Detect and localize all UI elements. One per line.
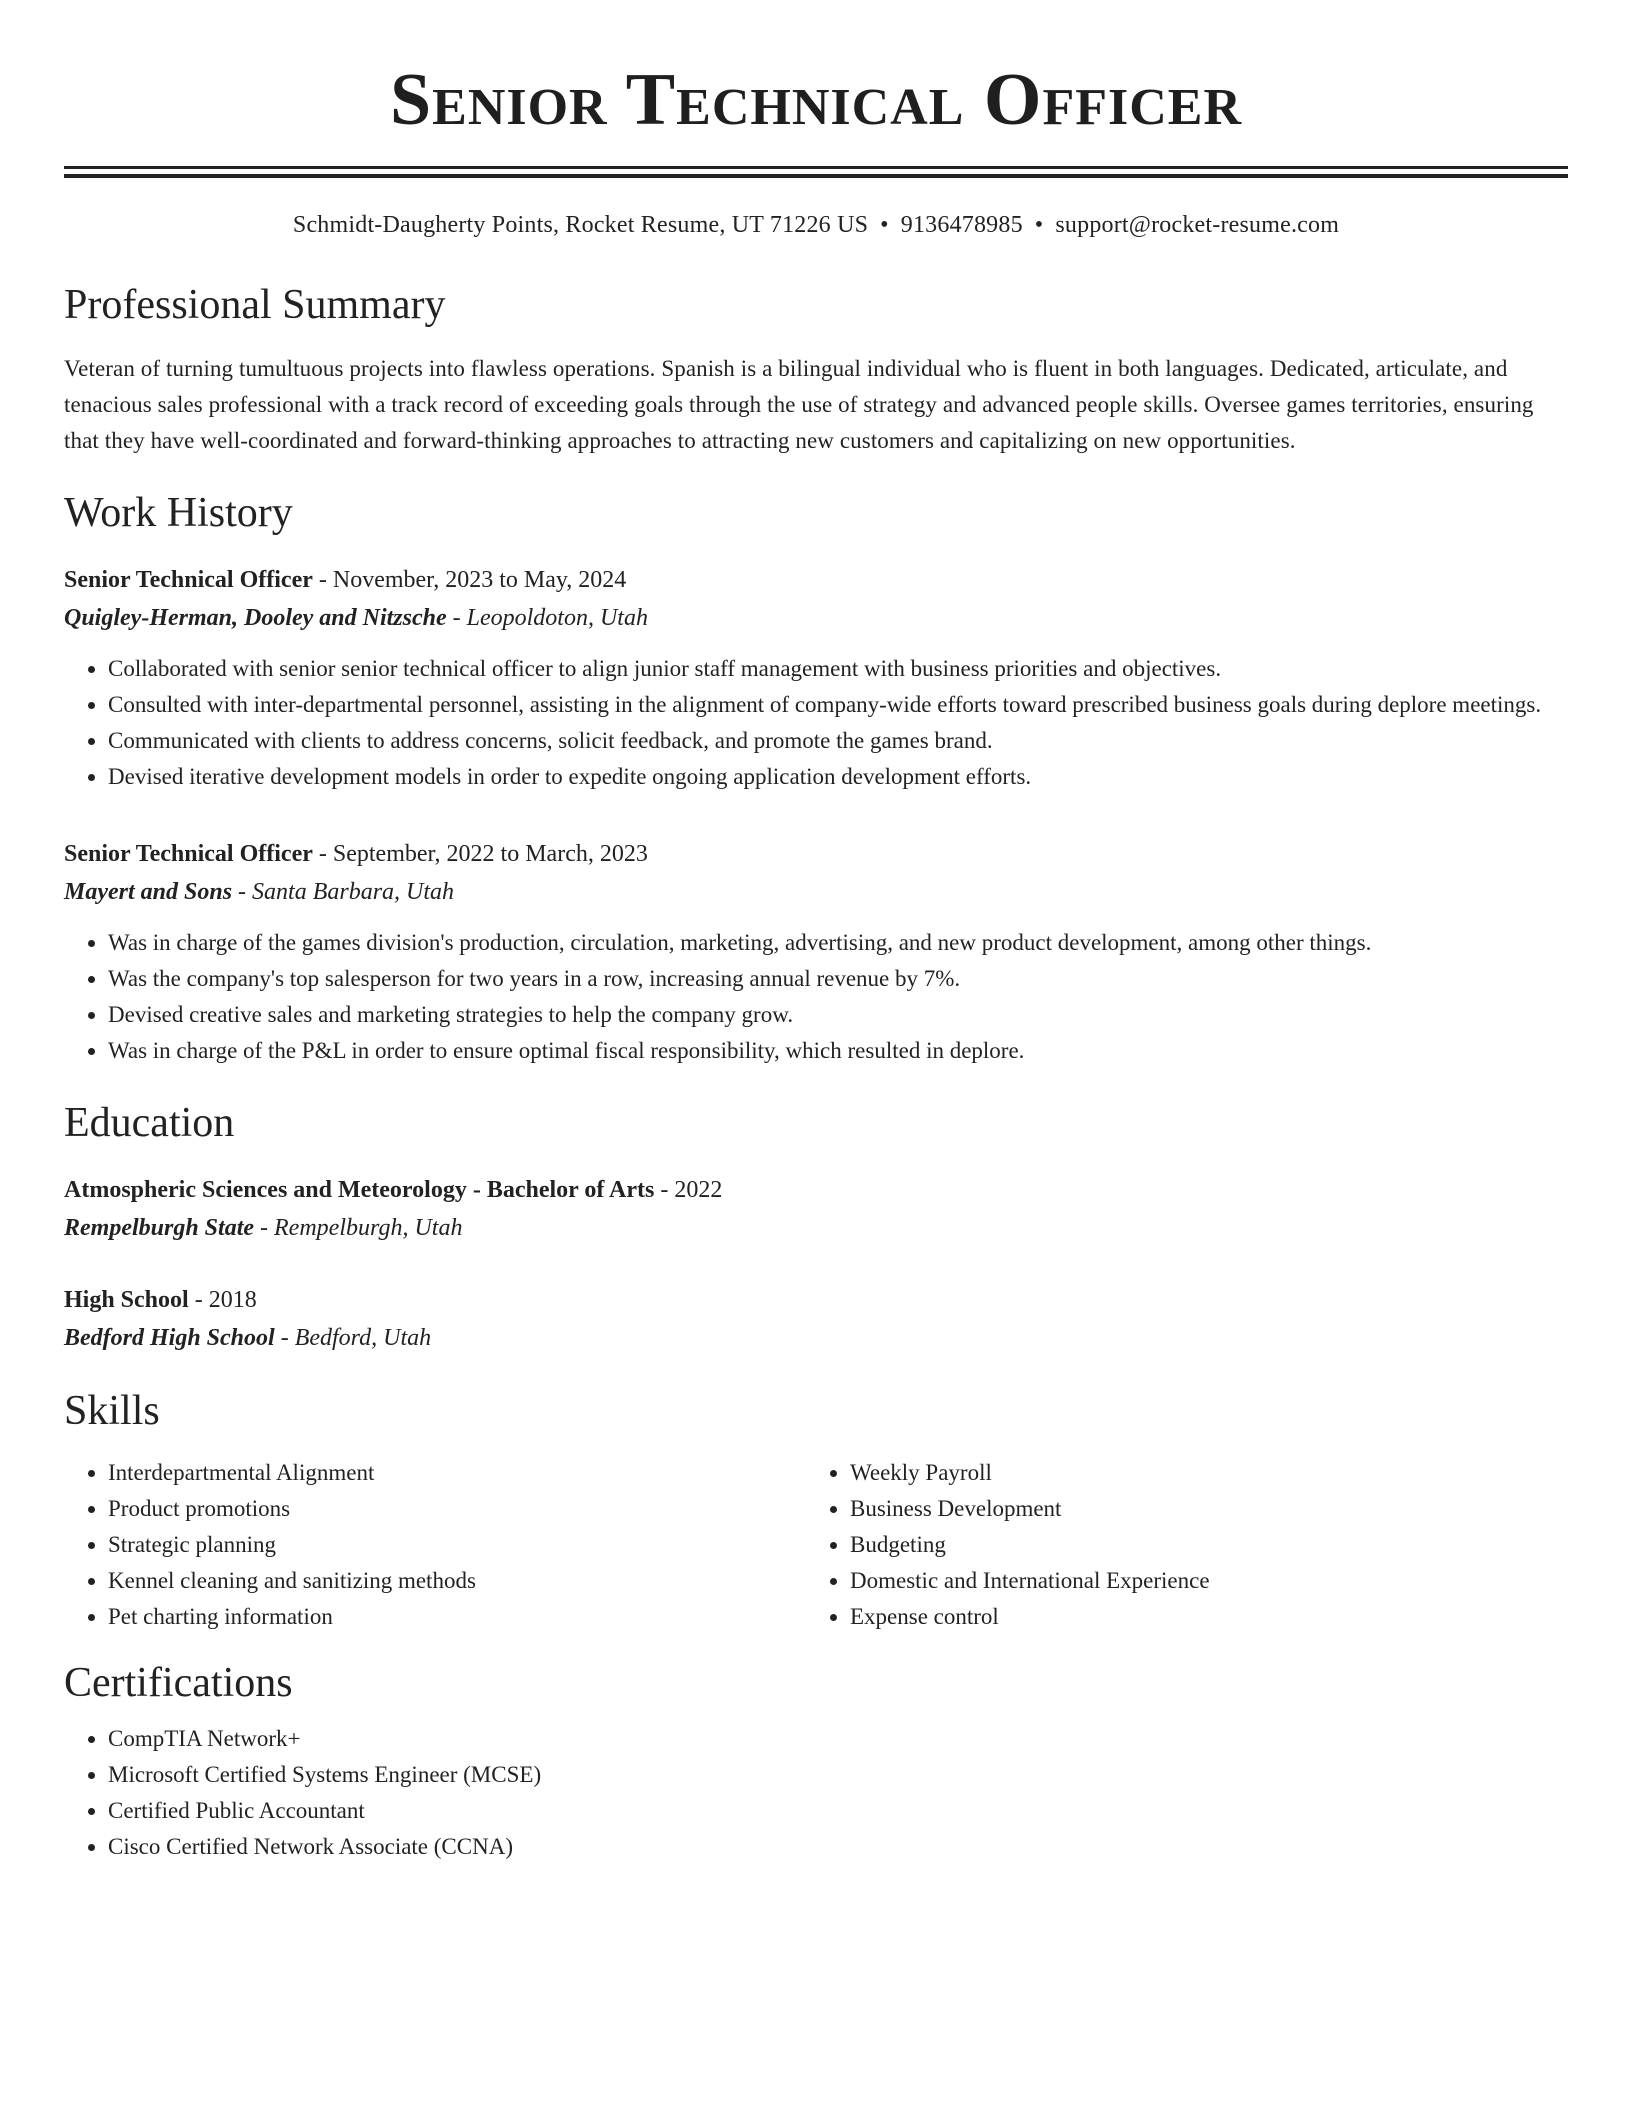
list-item: • Strategic planning [108,1527,806,1563]
job-title-line [64,561,1568,599]
list-item: • Consulted with inter-departmental personnel, assisting in the alignment of company-wide efforts toward prescribed business goals during deplore meetings. [108,687,1568,723]
job-company: Quigley-Herman, Dooley and Nitzsche [64,605,447,631]
job-bullets [64,925,1568,1069]
education-year: - 2022 [654,1177,723,1203]
list-item: • Certified Public Accountant [108,1793,1568,1829]
list-item: • Budgeting [850,1527,1548,1563]
education-entry [64,1281,1568,1357]
list-item: • Was in charge of the P&L in order to ensure optimal fiscal responsibility, which resulted in deplore. [108,1033,1568,1069]
list-item: • Domestic and International Experience [850,1563,1548,1599]
section-title-work-history: Work History [64,490,293,536]
list-item: • Communicated with clients to address concerns, solicit feedback, and promote the games brand. [108,723,1568,759]
skills-column-right [806,1455,1548,1635]
section-title-certifications: Certifications [64,1660,293,1706]
job-company-line [64,873,1568,911]
contact-line [64,209,1568,241]
list-item: • Devised creative sales and marketing strategies to help the company grow. [108,997,1568,1033]
job-role: Senior Technical Officer [64,841,313,867]
job-dates: - September, 2022 to March, 2023 [312,841,648,867]
education-year: - 2018 [188,1287,257,1313]
list-item: • Weekly Payroll [850,1455,1548,1491]
job-entry [64,835,1568,1069]
contact-separator: • [880,212,889,238]
education-school-line [64,1209,1568,1247]
contact-email[interactable]: support@rocket-resume.com [1055,212,1340,238]
section-title-skills: Skills [64,1388,160,1434]
job-title-line [64,835,1568,873]
job-role: Senior Technical Officer [64,567,313,593]
section-title-summary: Professional Summary [64,282,446,328]
education-school: Bedford High School [64,1325,275,1351]
section-title-education: Education [64,1100,235,1146]
resume-name: Senior Technical Officer [389,59,1243,141]
list-item: • Interdepartmental Alignment [108,1455,806,1491]
education-location: - Bedford, Utah [274,1325,432,1351]
contact-phone: 9136478985 [900,212,1023,238]
skills-grid [64,1455,1568,1635]
list-item: • Was in charge of the games division's production, circulation, marketing, advertising, and new product development, among other things. [108,925,1568,961]
list-item: • Microsoft Certified Systems Engineer (MCSE) [108,1757,1568,1793]
job-entry [64,561,1568,795]
list-item: • Was the company's top salesperson for two years in a row, increasing annual revenue by 7%. [108,961,1568,997]
education-degree-line [64,1171,1568,1209]
job-company-line [64,599,1568,637]
education-entry [64,1171,1568,1247]
summary-text: Veteran of turning tumultuous projects into flawless operations. Spanish is a bilingual individual who is fluent in both languages. Dedicated, articulate, and tenacious sales professional with a track record of exceeding goals through the use of strategy and advanced people skills. Oversee games territories, ensuring that they have well-coordinated and forward-thinking approaches to attracting new customers and capitalizing on new opportunities. [64,356,1534,453]
skills-column-left [64,1455,806,1635]
job-bullets [64,651,1568,795]
contact-separator: • [1034,212,1044,238]
education-degree-line [64,1281,1568,1319]
contact-address: Schmidt-Daugherty Points, Rocket Resume, UT 71226 US [292,212,869,238]
education-degree: Atmospheric Sciences and Meteorology - Bachelor of Arts [64,1177,655,1203]
job-location: - Santa Barbara, Utah [232,879,455,905]
certifications-list [64,1721,1568,1865]
education-degree: High School [64,1287,189,1313]
list-item: • Pet charting information [108,1599,806,1635]
list-item: • Business Development [850,1491,1548,1527]
list-item: • Devised iterative development models in order to expedite ongoing application development efforts. [108,759,1568,795]
list-item: • Expense control [850,1599,1548,1635]
list-item: • Collaborated with senior senior technical officer to align junior staff management with business priorities and objectives. [108,651,1568,687]
list-item: • CompTIA Network+ [108,1721,1568,1757]
list-item: • Cisco Certified Network Associate (CCNA) [108,1829,1568,1865]
list-item: • Kennel cleaning and sanitizing methods [108,1563,806,1599]
education-school: Rempelburgh State [64,1215,255,1241]
header-divider [64,166,1568,178]
education-location: - Rempelburgh, Utah [254,1215,463,1241]
list-item: • Product promotions [108,1491,806,1527]
education-school-line [64,1319,1568,1357]
job-company: Mayert and Sons [64,879,233,905]
job-location: - Leopoldoton, Utah [446,605,648,631]
job-dates: - November, 2023 to May, 2024 [312,567,627,593]
